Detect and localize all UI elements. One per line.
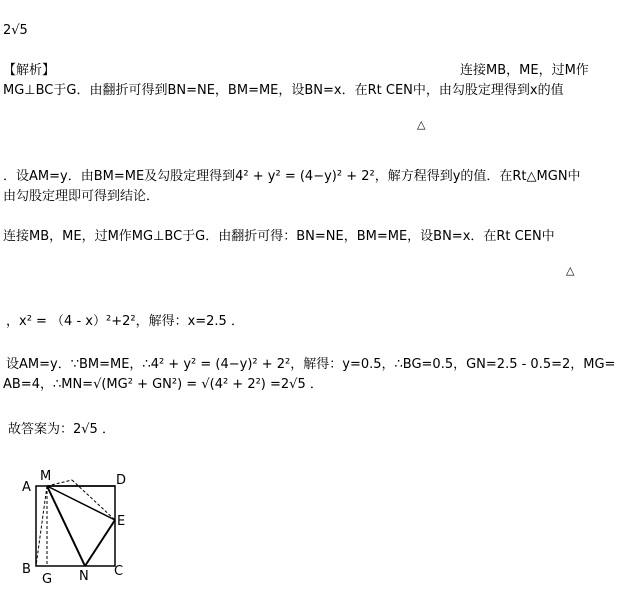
label-n: N [79,569,89,584]
triangle-symbol: △ [417,118,426,131]
segment-me [47,486,115,520]
segment-ne [85,520,115,566]
analysis-label: 【解析】 [3,63,56,78]
solution-line-1: 连接MB，ME，过M作MG⊥BC于G．由翻折可得：BN=NE，BM=ME，设BN=x．在Rt CEN中 [3,229,555,244]
label-d: D [116,473,127,488]
segment-mb [36,486,47,566]
triangle-symbol-2: △ [566,264,575,277]
label-g: G [42,572,53,587]
label-c: C [114,564,124,579]
label-a: A [22,480,31,495]
solution-line-4: AB=4，∴MN=√(MG² + GN²) = √(4² + 2²) =2√5 ． [3,377,323,392]
square-abcd [36,486,115,566]
solution-line-3: 设AM=y．∵BM=ME，∴4² + y² = (4−y)² + 2²，解得：y=0.5，∴BG=0.5，GN=2.5 - 0.5=2，MG= [6,357,616,372]
analysis-line-2: MG⊥BC于G．由翻折可得到BN=NE，BM=ME，设BN=x．在Rt CEN中，由勾股定理得到x的值 [3,83,564,98]
label-e: E [117,514,126,529]
label-b: B [22,562,31,577]
analysis-line-4: 由勾股定理即可得到结论． [3,189,160,204]
segment-mn [47,486,85,566]
label-m: M [40,469,52,484]
solution-line-2: ，x² = （4 - x）²+2²，解得：x=2.5 ． [6,314,244,329]
analysis-line-3: ．设AM=y．由BM=ME及勾股定理得到4² + y² = (4−y)² + 2²，解方程得到y的值．在Rt△MGN中 [3,169,581,184]
answer-top: 2√5 [3,23,28,38]
analysis-line-1: 连接MB，ME，过M作 [460,63,589,78]
solution-line-5: 故答案为：2√5 ． [8,422,115,437]
